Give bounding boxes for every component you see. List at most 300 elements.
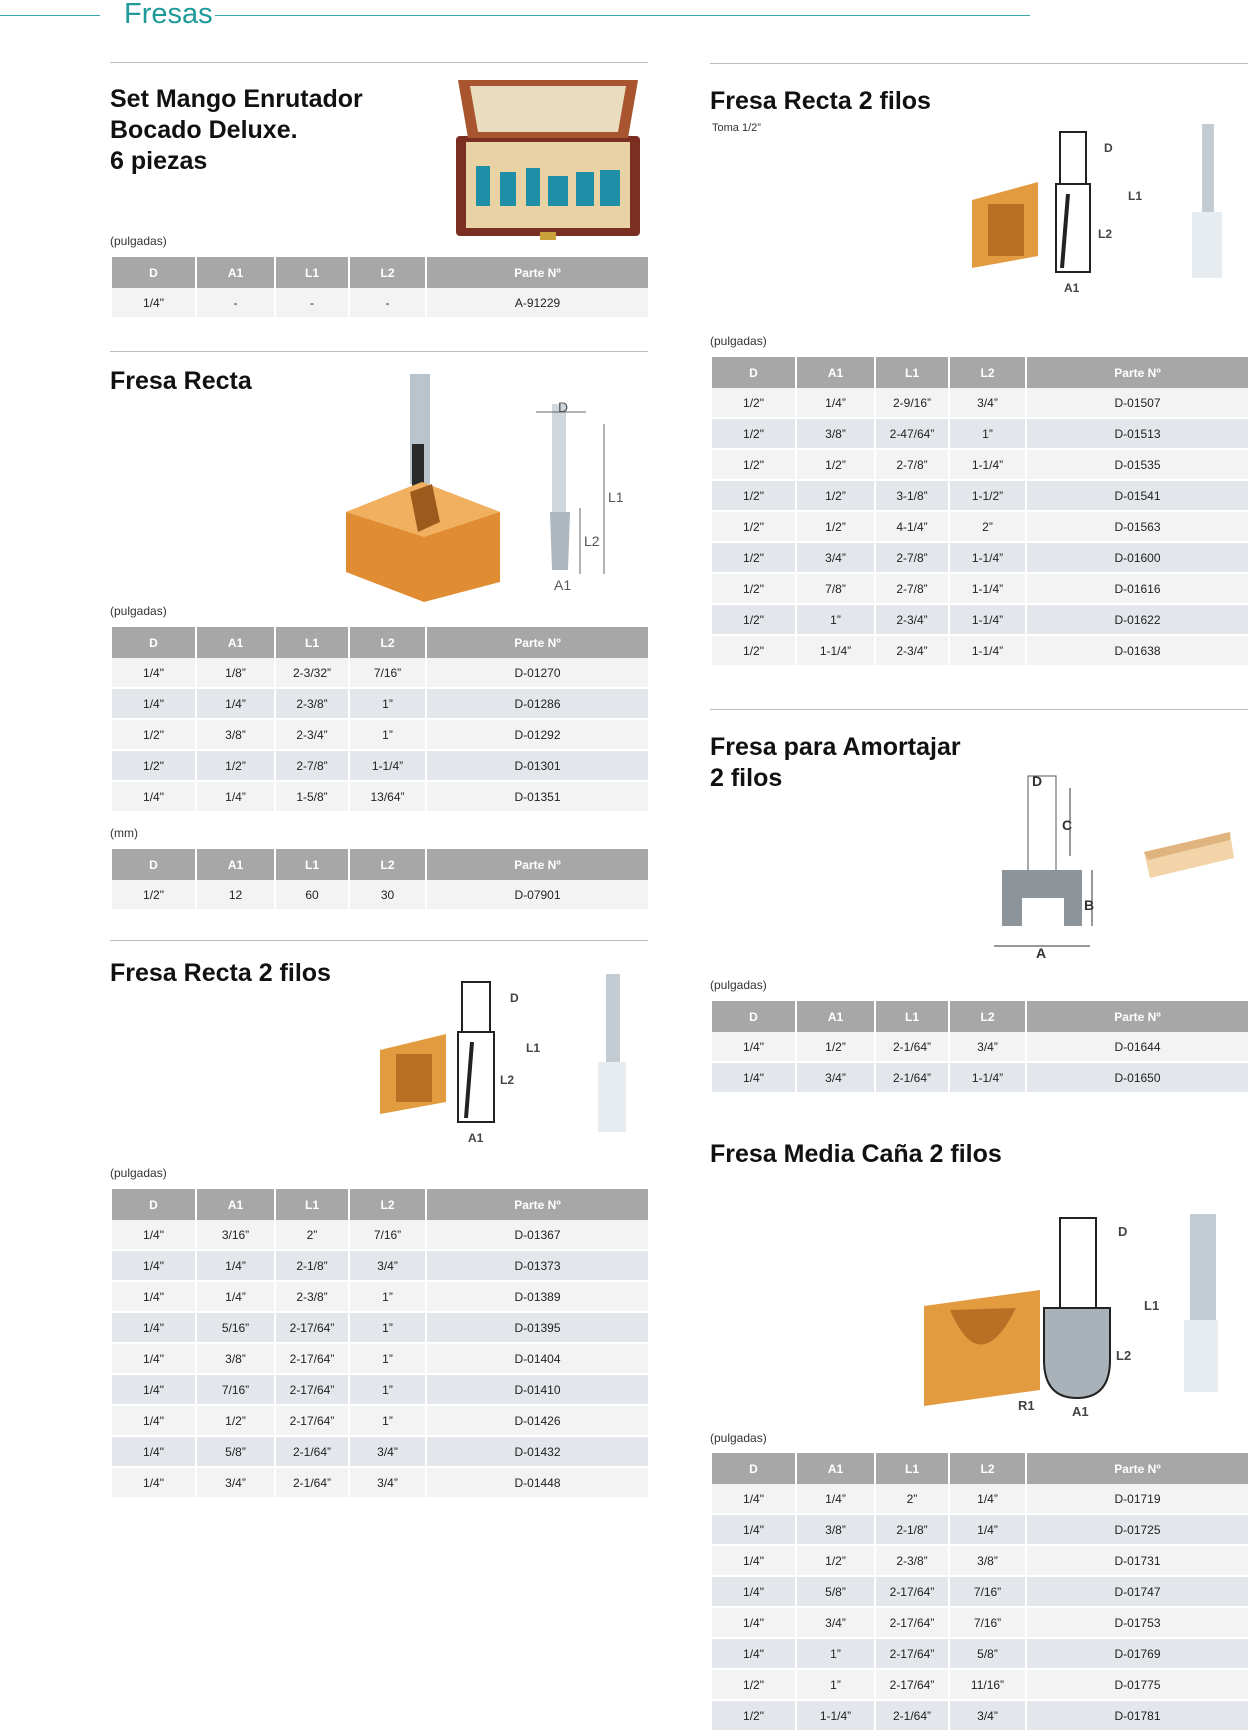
label-d: D (510, 991, 519, 1005)
cell-a1: 7/8” (796, 573, 875, 604)
cell-a1: 1” (796, 1669, 875, 1700)
cell-d: 1/2" (712, 542, 796, 573)
mediacana-unit: (pulgadas) (710, 1431, 767, 1445)
recta2-left-table (112, 1189, 648, 1499)
cell-d: 1/4" (712, 1032, 796, 1062)
cell-part-number: D-01301 (426, 750, 648, 781)
cell-a1: 1/2” (796, 1545, 875, 1576)
cell-d: 1/4" (112, 1343, 196, 1374)
table-row (112, 719, 648, 750)
cell-d: 1/4" (712, 1576, 796, 1607)
col-d: D (112, 1189, 196, 1220)
table-row (712, 1700, 1248, 1731)
col-d: D (112, 627, 196, 658)
recta-title: Fresa Recta (110, 367, 252, 395)
label-l1: L1 (526, 1041, 541, 1055)
cell-d: 1/4" (712, 1607, 796, 1638)
col-l2: L2 (949, 1453, 1026, 1484)
cell-l1: 2-17/64” (275, 1312, 349, 1343)
cell-part-number: D-01616 (1026, 573, 1248, 604)
cell-part-number: D-01410 (426, 1374, 648, 1405)
cell-part-number: D-01541 (1026, 480, 1248, 511)
cell-part-number: D-01769 (1026, 1638, 1248, 1669)
table-row (712, 449, 1248, 480)
page-header (0, 0, 1030, 34)
table-row (112, 781, 648, 812)
cell-a1: 1/4” (196, 1250, 275, 1281)
table-row (712, 635, 1248, 666)
cell-l1: - (275, 288, 349, 318)
label-a1: A1 (554, 577, 572, 593)
table-row (712, 1607, 1248, 1638)
cell-l2: 1” (349, 1405, 426, 1436)
cell-d: 1/2" (112, 750, 196, 781)
cell-l2: 7/16” (949, 1607, 1026, 1638)
cell-d: 1/2" (112, 719, 196, 750)
cell-l2: 3/4” (349, 1250, 426, 1281)
table-row (712, 1062, 1248, 1093)
label-a1: A1 (1072, 1404, 1089, 1419)
section-rule (710, 709, 1248, 710)
label-b: B (1084, 897, 1095, 913)
table-row (112, 880, 648, 910)
cell-part-number: D-01513 (1026, 418, 1248, 449)
cell-l1: 2-1/64” (275, 1436, 349, 1467)
cell-l2: 1-1/4” (349, 750, 426, 781)
cell-d: 1/4" (112, 288, 196, 318)
col-d: D (712, 1453, 796, 1484)
label-l2: L2 (1116, 1348, 1132, 1363)
table-row (712, 418, 1248, 449)
cell-part-number: D-01507 (1026, 388, 1248, 418)
straight-bit-image (340, 372, 640, 602)
col-l1: L1 (275, 849, 349, 880)
recta2-right-unit: (pulgadas) (710, 334, 767, 348)
table-row (712, 1484, 1248, 1514)
cell-l1: 2-1/64” (275, 1467, 349, 1498)
cell-l1: 2-17/64” (275, 1343, 349, 1374)
cell-l2: 7/16” (349, 1220, 426, 1250)
table-row (712, 1545, 1248, 1576)
col-part: Parte Nº (426, 627, 648, 658)
cell-part-number: D-01426 (426, 1405, 648, 1436)
cell-l1: 2-1/8” (875, 1514, 949, 1545)
label-a1: A1 (1064, 281, 1080, 295)
cell-a1: 1/2” (796, 480, 875, 511)
cell-l1: 2-1/64” (875, 1032, 949, 1062)
cell-d: 1/4" (112, 1281, 196, 1312)
recta2-left-unit: (pulgadas) (110, 1166, 167, 1180)
cell-d: 1/2" (712, 418, 796, 449)
cell-l2: 7/16” (949, 1576, 1026, 1607)
table-row (112, 1250, 648, 1281)
cell-part-number: D-01563 (1026, 511, 1248, 542)
cell-d: 1/4" (712, 1062, 796, 1093)
cell-l1: 2-3/4” (875, 604, 949, 635)
col-d: D (712, 357, 796, 388)
cell-l2: 3/4” (349, 1436, 426, 1467)
cell-d: 1/2" (712, 480, 796, 511)
table-row (112, 750, 648, 781)
cell-part-number: D-01389 (426, 1281, 648, 1312)
cell-part-number: D-01367 (426, 1220, 648, 1250)
col-part: Parte Nº (426, 1189, 648, 1220)
section-rule (110, 940, 648, 941)
set-title: Set Mango Enrutador Bocado Deluxe. 6 piezas (110, 85, 363, 175)
cell-part-number: D-01747 (1026, 1576, 1248, 1607)
cell-part-number: D-01600 (1026, 542, 1248, 573)
set-table (112, 257, 648, 319)
cell-d: 1/2" (112, 880, 196, 910)
amortajar-title: Fresa para Amortajar 2 filos (710, 733, 961, 792)
table-row (712, 480, 1248, 511)
col-d: D (112, 257, 196, 288)
col-part: Parte Nº (426, 849, 648, 880)
cell-a1: 1-1/4” (796, 1700, 875, 1731)
table-row (712, 388, 1248, 418)
table-row (112, 1436, 648, 1467)
cell-l2: 1-1/2” (949, 480, 1026, 511)
cell-a1: 5/8” (196, 1436, 275, 1467)
col-a1: A1 (796, 1001, 875, 1032)
mortising-bit-image (994, 770, 1244, 960)
mediacana-table (712, 1453, 1248, 1732)
col-l2: L2 (349, 627, 426, 658)
cell-a1: 1” (796, 604, 875, 635)
cell-a1: 7/16” (196, 1374, 275, 1405)
cell-l1: 2-47/64” (875, 418, 949, 449)
mediacana-title: Fresa Media Caña 2 filos (710, 1140, 1002, 1168)
col-l1: L1 (275, 257, 349, 288)
label-l2: L2 (1098, 227, 1113, 241)
col-part: Parte Nº (426, 257, 648, 288)
label-d: D (1104, 141, 1113, 155)
straight-2flute-bit-half-shank-image (968, 118, 1238, 298)
col-l1: L1 (275, 627, 349, 658)
cell-part-number: D-01270 (426, 658, 648, 688)
header-rule-right (215, 15, 1030, 16)
cell-d: 1/4" (112, 1374, 196, 1405)
cell-a1: 1/4” (796, 1484, 875, 1514)
cell-l1: 2-7/8” (875, 542, 949, 573)
cell-l2: 30 (349, 880, 426, 910)
cell-l2: 1” (349, 1343, 426, 1374)
cell-l2: 1-1/4” (949, 1062, 1026, 1093)
cell-part-number: D-01373 (426, 1250, 648, 1281)
label-r1: R1 (1018, 1398, 1035, 1413)
cell-l1: 2” (275, 1220, 349, 1250)
cell-l2: 1-1/4” (949, 635, 1026, 666)
cell-part-number: D-01286 (426, 688, 648, 719)
table-row (712, 1638, 1248, 1669)
cell-l2: 3/4” (949, 1032, 1026, 1062)
cell-a1: 1/4” (196, 688, 275, 719)
cell-d: 1/2" (712, 511, 796, 542)
cell-l1: 2-3/4” (875, 635, 949, 666)
table-row (112, 1405, 648, 1436)
label-c: C (1062, 817, 1073, 833)
label-d: D (1118, 1224, 1128, 1239)
cell-l2: 1” (349, 719, 426, 750)
col-part: Parte Nº (1026, 357, 1248, 388)
cell-a1: 1/8” (196, 658, 275, 688)
table-row (112, 1467, 648, 1498)
section-rule (110, 62, 648, 63)
recta-unit-mm: (mm) (110, 826, 138, 840)
table-row (712, 604, 1248, 635)
cell-a1: 3/8” (796, 418, 875, 449)
cell-a1: 3/16” (196, 1220, 275, 1250)
recta2-right-title: Fresa Recta 2 filos (710, 87, 931, 115)
col-a1: A1 (796, 1453, 875, 1484)
cell-l1: 2-7/8” (275, 750, 349, 781)
table-row (712, 573, 1248, 604)
core-box-bit-image (920, 1210, 1230, 1420)
cell-l2: 1” (349, 1312, 426, 1343)
cell-d: 1/4" (112, 688, 196, 719)
cell-l2: 1” (349, 688, 426, 719)
cell-l2: 2” (949, 511, 1026, 542)
cell-d: 1/2" (712, 449, 796, 480)
label-a: A (1036, 945, 1047, 960)
col-l2: L2 (349, 1189, 426, 1220)
cell-l1: 60 (275, 880, 349, 910)
table-row (712, 1669, 1248, 1700)
cell-part-number: D-01535 (1026, 449, 1248, 480)
cell-d: 1/4" (112, 658, 196, 688)
set-unit: (pulgadas) (110, 234, 167, 248)
cell-d: 1/2" (712, 388, 796, 418)
label-l1: L1 (1144, 1298, 1160, 1313)
label-l2: L2 (500, 1073, 515, 1087)
table-row (112, 288, 648, 318)
table-row (712, 1032, 1248, 1062)
cell-a1: 5/16” (196, 1312, 275, 1343)
cell-l2: 1/4” (949, 1514, 1026, 1545)
cell-part-number: D-01448 (426, 1467, 648, 1498)
cell-l1: 2-3/8” (275, 1281, 349, 1312)
cell-d: 1/2" (712, 1669, 796, 1700)
cell-l1: 2-7/8” (875, 573, 949, 604)
cell-part-number: D-07901 (426, 880, 648, 910)
col-l1: L1 (275, 1189, 349, 1220)
page-title: Fresas (124, 0, 213, 30)
cell-d: 1/4" (112, 781, 196, 812)
cell-l2: 1-1/4” (949, 573, 1026, 604)
cell-part-number: D-01719 (1026, 1484, 1248, 1514)
cell-a1: 1/2” (796, 511, 875, 542)
cell-a1: 1/4” (796, 388, 875, 418)
cell-l1: 2-17/64” (275, 1374, 349, 1405)
cell-l1: 4-1/4” (875, 511, 949, 542)
cell-l2: 1” (349, 1281, 426, 1312)
cell-a1: 1/4” (196, 781, 275, 812)
cell-part-number: D-01622 (1026, 604, 1248, 635)
cell-l1: 2-3/32” (275, 658, 349, 688)
table-row (112, 688, 648, 719)
cell-l2: 5/8” (949, 1638, 1026, 1669)
cell-l1: 2-9/16” (875, 388, 949, 418)
cell-d: 1/4" (112, 1467, 196, 1498)
cell-l1: 2-17/64” (875, 1638, 949, 1669)
label-a1: A1 (468, 1131, 484, 1144)
header-rule-left (0, 15, 100, 16)
cell-l1: 3-1/8” (875, 480, 949, 511)
cell-part-number: D-01644 (1026, 1032, 1248, 1062)
cell-d: 1/4" (112, 1405, 196, 1436)
cell-a1: 1/2” (196, 1405, 275, 1436)
cell-part-number: D-01725 (1026, 1514, 1248, 1545)
label-l1: L1 (1128, 189, 1143, 203)
cell-l2: 1-1/4” (949, 449, 1026, 480)
cell-part-number: D-01432 (426, 1436, 648, 1467)
cell-l1: 2-17/64” (275, 1405, 349, 1436)
cell-part-number: D-01753 (1026, 1607, 1248, 1638)
cell-part-number: D-01781 (1026, 1700, 1248, 1731)
cell-d: 1/2" (712, 573, 796, 604)
cell-l2: - (349, 288, 426, 318)
cell-part-number: D-01292 (426, 719, 648, 750)
col-a1: A1 (796, 357, 875, 388)
col-a1: A1 (196, 849, 275, 880)
col-l2: L2 (349, 849, 426, 880)
cell-l2: 1” (349, 1374, 426, 1405)
cell-l1: 2-17/64” (875, 1607, 949, 1638)
cell-l2: 3/4” (949, 388, 1026, 418)
col-l2: L2 (949, 1001, 1026, 1032)
col-a1: A1 (196, 257, 275, 288)
cell-d: 1/4" (712, 1638, 796, 1669)
col-a1: A1 (196, 1189, 275, 1220)
cell-l1: 2-3/8” (275, 688, 349, 719)
cell-d: 1/4" (712, 1484, 796, 1514)
col-part: Parte Nº (1026, 1001, 1248, 1032)
cell-d: 1/2" (712, 604, 796, 635)
cell-d: 1/4" (112, 1220, 196, 1250)
cell-l2: 3/4” (349, 1467, 426, 1498)
cell-part-number: D-01404 (426, 1343, 648, 1374)
cell-l2: 1-1/4” (949, 604, 1026, 635)
cell-l1: 2-3/4” (275, 719, 349, 750)
table-row (112, 1312, 648, 1343)
cell-l1: 2-1/64” (875, 1700, 949, 1731)
cell-l2: 3/8” (949, 1545, 1026, 1576)
cell-d: 1/4" (112, 1312, 196, 1343)
cell-a1: 1/2” (196, 750, 275, 781)
cell-part-number: D-01775 (1026, 1669, 1248, 1700)
cell-l1: 2-17/64” (875, 1576, 949, 1607)
cell-a1: 3/4” (796, 542, 875, 573)
cell-l1: 2-7/8” (875, 449, 949, 480)
col-l2: L2 (949, 357, 1026, 388)
recta-mm-table (112, 849, 648, 911)
col-part: Parte Nº (1026, 1453, 1248, 1484)
cell-a1: 1/2” (796, 1032, 875, 1062)
cell-a1: 5/8” (796, 1576, 875, 1607)
cell-a1: 1” (796, 1638, 875, 1669)
cell-l2: 13/64” (349, 781, 426, 812)
cell-a1: 1/4” (196, 1281, 275, 1312)
col-l1: L1 (875, 1453, 949, 1484)
router-bit-set-image (448, 76, 648, 246)
cell-l2: 1” (949, 418, 1026, 449)
cell-a1: 3/8” (796, 1514, 875, 1545)
cell-part-number: D-01650 (1026, 1062, 1248, 1093)
label-l1: L1 (608, 489, 624, 505)
cell-l1: 2-3/8” (875, 1545, 949, 1576)
cell-l1: 1-5/8” (275, 781, 349, 812)
cell-l1: 2-1/8” (275, 1250, 349, 1281)
cell-l2: 7/16” (349, 658, 426, 688)
recta2-right-table (712, 357, 1248, 667)
cell-a1: 3/4” (196, 1467, 275, 1498)
straight-2flute-bit-image (376, 972, 646, 1144)
label-d: D (558, 399, 569, 415)
cell-a1: 3/4” (796, 1607, 875, 1638)
col-l2: L2 (349, 257, 426, 288)
col-d: D (712, 1001, 796, 1032)
label-d: D (1032, 773, 1043, 789)
table-row (112, 658, 648, 688)
table-row (112, 1281, 648, 1312)
cell-a1: 3/4” (796, 1062, 875, 1093)
cell-part-number: D-01731 (1026, 1545, 1248, 1576)
cell-d: 1/4" (712, 1545, 796, 1576)
cell-a1: - (196, 288, 275, 318)
cell-d: 1/2" (712, 1700, 796, 1731)
recta2-left-title: Fresa Recta 2 filos (110, 959, 331, 987)
cell-a1: 3/8” (196, 719, 275, 750)
table-row (712, 542, 1248, 573)
cell-a1: 1-1/4” (796, 635, 875, 666)
table-row (712, 511, 1248, 542)
cell-l1: 2-1/64” (875, 1062, 949, 1093)
section-rule (110, 351, 648, 352)
col-d: D (112, 849, 196, 880)
table-row (112, 1220, 648, 1250)
cell-part-number: D-01638 (1026, 635, 1248, 666)
cell-l2: 1/4” (949, 1484, 1026, 1514)
cell-part-number: D-01351 (426, 781, 648, 812)
cell-d: 1/4" (112, 1250, 196, 1281)
cell-d: 1/2" (712, 635, 796, 666)
cell-d: 1/4" (112, 1436, 196, 1467)
recta2-right-subtitle: Toma 1/2” (712, 122, 761, 134)
label-l2: L2 (584, 533, 600, 549)
cell-l2: 11/16” (949, 1669, 1026, 1700)
cell-l1: 2” (875, 1484, 949, 1514)
cell-l1: 2-17/64” (875, 1669, 949, 1700)
recta-unit: (pulgadas) (110, 604, 167, 618)
cell-l2: 3/4” (949, 1700, 1026, 1731)
cell-d: 1/4" (712, 1514, 796, 1545)
amortajar-table (712, 1001, 1248, 1094)
cell-a1: 12 (196, 880, 275, 910)
table-row (712, 1576, 1248, 1607)
amortajar-unit: (pulgadas) (710, 978, 767, 992)
section-rule (710, 63, 1248, 64)
table-row (112, 1343, 648, 1374)
col-a1: A1 (196, 627, 275, 658)
table-row (112, 1374, 648, 1405)
col-l1: L1 (875, 357, 949, 388)
table-row (712, 1514, 1248, 1545)
cell-a1: 1/2” (796, 449, 875, 480)
cell-part-number: D-01395 (426, 1312, 648, 1343)
cell-part-number: A-91229 (426, 288, 648, 318)
col-l1: L1 (875, 1001, 949, 1032)
cell-l2: 1-1/4” (949, 542, 1026, 573)
